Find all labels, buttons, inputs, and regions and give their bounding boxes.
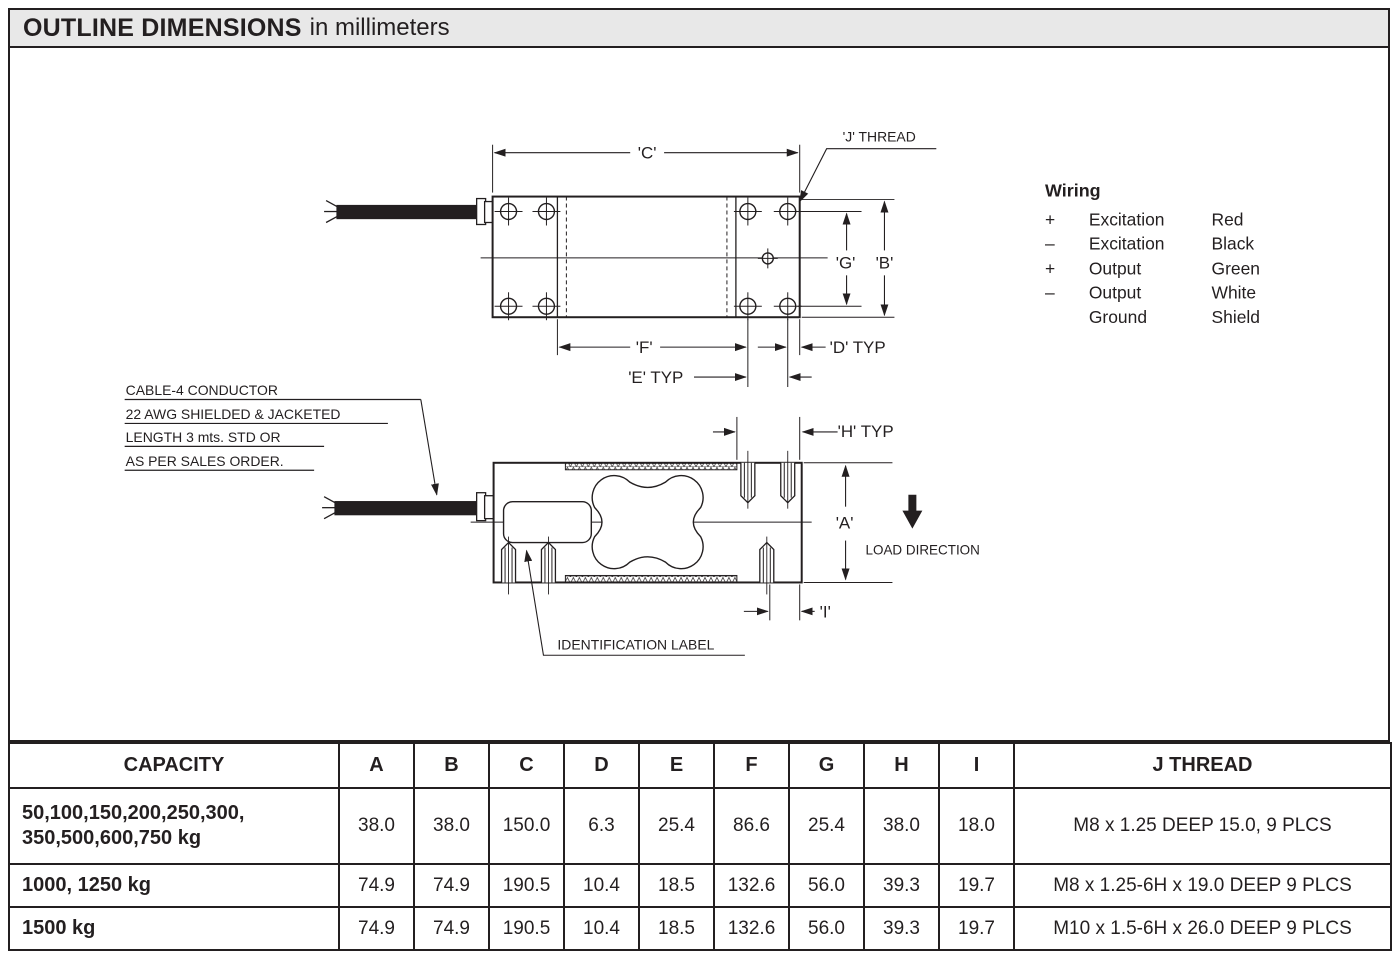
- value-cell: 74.9: [414, 907, 489, 950]
- dim-label-b: 'B': [875, 253, 894, 273]
- value-cell: 150.0: [489, 788, 564, 864]
- col-header-b: B: [414, 743, 489, 788]
- wiring-signal: Output: [1088, 282, 1142, 303]
- col-header-i: I: [939, 743, 1014, 788]
- col-header-g: G: [789, 743, 864, 788]
- thread-cell: M8 x 1.25 DEEP 15.0, 9 PLCS: [1014, 788, 1391, 864]
- wiring-signal: Excitation: [1088, 209, 1165, 230]
- value-cell: 25.4: [639, 788, 714, 864]
- value-cell: 74.9: [414, 864, 489, 907]
- value-cell: 74.9: [339, 907, 414, 950]
- capacity-cell: 1000, 1250 kg: [9, 864, 339, 907]
- col-header-j-thread: J THREAD: [1014, 743, 1391, 788]
- wiring-color: Red: [1211, 209, 1244, 230]
- table-header-row: [9, 743, 1391, 788]
- flexure-cutout: [592, 476, 703, 569]
- page-subtitle: in millimeters: [309, 14, 450, 41]
- value-cell: 74.9: [339, 864, 414, 907]
- value-cell: 86.6: [714, 788, 789, 864]
- value-cell: 6.3: [564, 788, 639, 864]
- cable-top-view: [324, 199, 496, 225]
- cable-note-line3: LENGTH 3 mts. STD OR: [125, 428, 281, 445]
- value-cell: 132.6: [714, 907, 789, 950]
- col-header-f: F: [714, 743, 789, 788]
- cable-side-view: [322, 493, 495, 521]
- capacity-cell: 1500 kg: [9, 907, 339, 950]
- dim-f-e-d: [557, 319, 825, 387]
- value-cell: 10.4: [564, 864, 639, 907]
- wiring-signal: Ground: [1088, 307, 1148, 328]
- wiring-signal: Output: [1088, 258, 1142, 279]
- identification-label-plate: [504, 502, 592, 543]
- value-cell: 18.5: [639, 864, 714, 907]
- value-cell: 190.5: [489, 907, 564, 950]
- dim-label-h: 'H' TYP: [837, 421, 894, 441]
- section-header: [8, 8, 1390, 48]
- table-row: [9, 864, 1391, 907]
- thread-cell: M10 x 1.5-6H x 26.0 DEEP 9 PLCS: [1014, 907, 1391, 950]
- value-cell: 56.0: [789, 907, 864, 950]
- value-cell: 19.7: [939, 907, 1014, 950]
- wiring-color: Shield: [1211, 307, 1260, 328]
- dim-i: [744, 584, 815, 620]
- side-view: [322, 417, 892, 655]
- value-cell: 19.7: [939, 864, 1014, 907]
- capacity-cell: 50,100,150,200,250,300, 350,500,600,750 kg: [9, 788, 339, 864]
- value-cell: 39.3: [864, 907, 939, 950]
- value-cell: 132.6: [714, 864, 789, 907]
- page-title: OUTLINE DIMENSIONS: [23, 13, 302, 42]
- outline-drawing-svg: [10, 48, 1388, 740]
- col-header-c: C: [489, 743, 564, 788]
- knurl-strip-bottom: [565, 575, 737, 581]
- dim-label-d: 'D' TYP: [829, 338, 886, 358]
- wiring-sign: –: [1044, 282, 1055, 303]
- dim-label-f: 'F': [635, 338, 653, 358]
- cable-note-line1: CABLE-4 CONDUCTOR: [125, 381, 278, 398]
- value-cell: 38.0: [414, 788, 489, 864]
- dimensions-table: [8, 742, 1392, 951]
- j-thread-leader: [800, 149, 937, 202]
- wiring-sign: –: [1044, 233, 1055, 254]
- thread-cell: M8 x 1.25-6H x 19.0 DEEP 9 PLCS: [1014, 864, 1391, 907]
- table-row: [9, 907, 1391, 950]
- dim-label-j-thread: 'J' THREAD: [842, 128, 916, 145]
- dim-label-a: 'A': [835, 513, 854, 533]
- value-cell: 10.4: [564, 907, 639, 950]
- outline-drawing: [8, 48, 1390, 742]
- col-header-capacity: CAPACITY: [9, 743, 339, 788]
- wiring-signal: Excitation: [1088, 233, 1165, 254]
- value-cell: 38.0: [864, 788, 939, 864]
- wiring-color: Green: [1211, 258, 1260, 279]
- load-direction-arrow: [902, 495, 922, 529]
- value-cell: 18.5: [639, 907, 714, 950]
- dim-label-e: 'E' TYP: [628, 368, 684, 388]
- dim-label-c: 'C': [637, 143, 657, 163]
- wiring-color: Black: [1211, 233, 1255, 254]
- cable-note-line4: AS PER SALES ORDER.: [125, 452, 284, 469]
- col-header-a: A: [339, 743, 414, 788]
- wiring-color: White: [1211, 282, 1257, 303]
- col-header-h: H: [864, 743, 939, 788]
- dim-label-g: 'G': [835, 253, 856, 273]
- cable-note-line2: 22 AWG SHIELDED & JACKETED: [125, 405, 341, 422]
- value-cell: 56.0: [789, 864, 864, 907]
- value-cell: 190.5: [489, 864, 564, 907]
- knurl-strip-top: [565, 463, 737, 469]
- wiring-legend: [1045, 181, 1260, 328]
- table-row: [9, 788, 1391, 864]
- col-header-e: E: [639, 743, 714, 788]
- identification-label-text: IDENTIFICATION LABEL: [557, 636, 715, 653]
- dim-h: [713, 417, 838, 460]
- wiring-sign: +: [1044, 258, 1056, 279]
- wiring-title: Wiring: [1044, 180, 1101, 201]
- col-header-d: D: [564, 743, 639, 788]
- value-cell: 25.4: [789, 788, 864, 864]
- load-direction-label: LOAD DIRECTION: [865, 542, 980, 558]
- dim-label-i: 'I': [819, 602, 831, 622]
- wiring-sign: +: [1044, 209, 1056, 230]
- value-cell: 18.0: [939, 788, 1014, 864]
- value-cell: 39.3: [864, 864, 939, 907]
- value-cell: 38.0: [339, 788, 414, 864]
